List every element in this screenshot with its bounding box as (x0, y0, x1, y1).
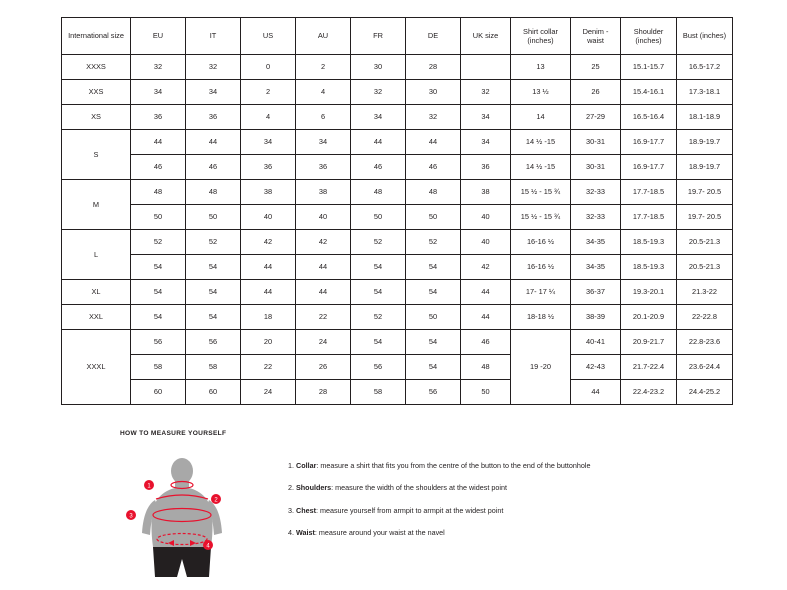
table-header-row (62, 18, 733, 55)
cell-7: 14 ½ -15 (511, 155, 571, 180)
col-header-de: DE (406, 18, 461, 55)
table-row (62, 230, 733, 255)
col-header-uk-size: UK size (461, 18, 511, 55)
cell-5: 50 (406, 205, 461, 230)
cell-4: 34 (351, 105, 406, 130)
cell-2: 44 (241, 255, 296, 280)
cell-1: 52 (186, 230, 241, 255)
size-chart-table (61, 17, 733, 405)
cell-10: 22-22.8 (677, 305, 733, 330)
cell-1: 32 (186, 55, 241, 80)
cell-5: 54 (406, 355, 461, 380)
cell-1: 36 (186, 105, 241, 130)
cell-5: 54 (406, 255, 461, 280)
cell-9: 19.3-20.1 (621, 280, 677, 305)
cell-10: 19.7- 20.5 (677, 180, 733, 205)
cell-2: 2 (241, 80, 296, 105)
cell-international-size: XS (62, 105, 131, 130)
cell-5: 44 (406, 130, 461, 155)
col-header-us: US (241, 18, 296, 55)
cell-4: 56 (351, 355, 406, 380)
cell-3: 6 (296, 105, 351, 130)
cell-7: 17- 17 ¼ (511, 280, 571, 305)
cell-0: 32 (131, 55, 186, 80)
cell-1: 54 (186, 305, 241, 330)
measurement-step (288, 461, 758, 470)
cell-international-size: XXXL (62, 330, 131, 405)
cell-10: 18.9-19.7 (677, 155, 733, 180)
col-header-denim-waist: Denim - waist (571, 18, 621, 55)
cell-6: 44 (461, 280, 511, 305)
cell-5: 32 (406, 105, 461, 130)
table-row (62, 280, 733, 305)
cell-6: 44 (461, 305, 511, 330)
step-number: 4. (288, 528, 294, 538)
cell-0: 52 (131, 230, 186, 255)
cell-5: 54 (406, 330, 461, 355)
cell-4: 44 (351, 130, 406, 155)
cell-3: 26 (296, 355, 351, 380)
cell-8: 32-33 (571, 180, 621, 205)
measurement-step (288, 506, 758, 515)
cell-6: 38 (461, 180, 511, 205)
measurement-step (288, 483, 758, 492)
col-header-fr: FR (351, 18, 406, 55)
how-to-measure-title: HOW TO MEASURE YOURSELF (120, 430, 227, 437)
cell-9: 16.9-17.7 (621, 155, 677, 180)
cell-9: 20.9-21.7 (621, 330, 677, 355)
cell-2: 20 (241, 330, 296, 355)
cell-1: 54 (186, 280, 241, 305)
svg-text:4: 4 (206, 543, 210, 550)
col-header-shoulder: Shoulder (inches) (621, 18, 677, 55)
cell-2: 4 (241, 105, 296, 130)
cell-9: 17.7-18.5 (621, 205, 677, 230)
cell-5: 56 (406, 380, 461, 405)
cell-3: 44 (296, 255, 351, 280)
cell-10: 18.9-19.7 (677, 130, 733, 155)
col-header-au: AU (296, 18, 351, 55)
cell-10: 17.3-18.1 (677, 80, 733, 105)
cell-8: 44 (571, 380, 621, 405)
table-row (62, 255, 733, 280)
cell-7: 14 ½ -15 (511, 130, 571, 155)
cell-1: 48 (186, 180, 241, 205)
cell-6: 32 (461, 80, 511, 105)
cell-4: 54 (351, 330, 406, 355)
step-text: : measure a shirt that fits you from the centre of the button to the end of the buttonhole (316, 461, 591, 470)
cell-10: 18.1-18.9 (677, 105, 733, 130)
cell-10: 20.5-21.3 (677, 230, 733, 255)
cell-10: 21.3-22 (677, 280, 733, 305)
cell-8: 26 (571, 80, 621, 105)
how-to-measure-section (120, 430, 760, 550)
cell-international-size: L (62, 230, 131, 280)
cell-2: 38 (241, 180, 296, 205)
cell-6: 36 (461, 155, 511, 180)
cell-9: 17.7-18.5 (621, 180, 677, 205)
cell-international-size: S (62, 130, 131, 180)
cell-1: 44 (186, 130, 241, 155)
cell-1: 58 (186, 355, 241, 380)
cell-6: 34 (461, 130, 511, 155)
cell-shirt-collar: 19 -20 (511, 330, 571, 405)
cell-10: 19.7- 20.5 (677, 205, 733, 230)
cell-6: 48 (461, 355, 511, 380)
table-row (62, 55, 733, 80)
cell-1: 34 (186, 80, 241, 105)
cell-6: 50 (461, 380, 511, 405)
cell-5: 52 (406, 230, 461, 255)
step-text: : measure the width of the shoulders at the widest point (331, 483, 507, 493)
cell-international-size: XXS (62, 80, 131, 105)
cell-4: 48 (351, 180, 406, 205)
cell-4: 32 (351, 80, 406, 105)
cell-2: 18 (241, 305, 296, 330)
cell-10: 24.4-25.2 (677, 380, 733, 405)
table-row (62, 305, 733, 330)
cell-1: 54 (186, 255, 241, 280)
table-row (62, 105, 733, 130)
table-row (62, 80, 733, 105)
cell-7: 15 ½ - 15 ¾ (511, 180, 571, 205)
cell-2: 0 (241, 55, 296, 80)
cell-1: 56 (186, 330, 241, 355)
cell-9: 18.5-19.3 (621, 255, 677, 280)
cell-0: 50 (131, 205, 186, 230)
svg-text:3: 3 (129, 513, 133, 520)
cell-8: 25 (571, 55, 621, 80)
cell-4: 52 (351, 305, 406, 330)
table-row (62, 380, 733, 405)
svg-text:2: 2 (214, 497, 218, 504)
cell-6: 40 (461, 230, 511, 255)
table-row (62, 205, 733, 230)
cell-7: 14 (511, 105, 571, 130)
cell-2: 42 (241, 230, 296, 255)
cell-5: 50 (406, 305, 461, 330)
cell-2: 44 (241, 280, 296, 305)
cell-8: 40-41 (571, 330, 621, 355)
cell-7: 15 ½ - 15 ¾ (511, 205, 571, 230)
col-header-eu: EU (131, 18, 186, 55)
cell-2: 22 (241, 355, 296, 380)
cell-8: 32-33 (571, 205, 621, 230)
cell-0: 56 (131, 330, 186, 355)
cell-9: 22.4-23.2 (621, 380, 677, 405)
cell-0: 34 (131, 80, 186, 105)
cell-9: 18.5-19.3 (621, 230, 677, 255)
cell-3: 28 (296, 380, 351, 405)
step-number: 1. (288, 461, 294, 470)
cell-8: 30-31 (571, 130, 621, 155)
cell-2: 36 (241, 155, 296, 180)
cell-10: 22.8-23.6 (677, 330, 733, 355)
cell-5: 46 (406, 155, 461, 180)
cell-0: 54 (131, 255, 186, 280)
step-label: Waist (296, 528, 315, 538)
table-row (62, 355, 733, 380)
cell-0: 54 (131, 280, 186, 305)
cell-5: 48 (406, 180, 461, 205)
measurement-step (288, 528, 758, 537)
table-body (62, 55, 733, 405)
step-label: Collar (296, 461, 317, 470)
cell-3: 36 (296, 155, 351, 180)
cell-3: 4 (296, 80, 351, 105)
step-number: 3. (288, 505, 294, 515)
svg-text:1: 1 (147, 483, 151, 490)
cell-international-size: XXXS (62, 55, 131, 80)
table-row (62, 330, 733, 355)
cell-9: 15.1-15.7 (621, 55, 677, 80)
table-row (62, 130, 733, 155)
step-text: : measure around your waist at the navel (314, 528, 445, 538)
cell-10: 16.5-17.2 (677, 55, 733, 80)
cell-0: 58 (131, 355, 186, 380)
cell-6: 42 (461, 255, 511, 280)
step-number: 2. (288, 483, 294, 493)
cell-international-size: M (62, 180, 131, 230)
cell-3: 38 (296, 180, 351, 205)
cell-9: 21.7-22.4 (621, 355, 677, 380)
cell-2: 24 (241, 380, 296, 405)
cell-6: 46 (461, 330, 511, 355)
cell-4: 52 (351, 230, 406, 255)
col-header-shirt-collar: Shirt collar (inches) (511, 18, 571, 55)
cell-international-size: XL (62, 280, 131, 305)
cell-8: 36-37 (571, 280, 621, 305)
cell-7: 13 ½ (511, 80, 571, 105)
cell-9: 16.9-17.7 (621, 130, 677, 155)
cell-7: 13 (511, 55, 571, 80)
cell-7: 16-16 ½ (511, 230, 571, 255)
cell-9: 16.5-16.4 (621, 105, 677, 130)
cell-8: 30-31 (571, 155, 621, 180)
cell-8: 38-39 (571, 305, 621, 330)
cell-4: 46 (351, 155, 406, 180)
cell-2: 40 (241, 205, 296, 230)
cell-3: 2 (296, 55, 351, 80)
step-label: Shoulders (296, 483, 332, 493)
cell-6: 40 (461, 205, 511, 230)
cell-5: 54 (406, 280, 461, 305)
cell-4: 54 (351, 280, 406, 305)
cell-0: 60 (131, 380, 186, 405)
cell-7: 18-18 ½ (511, 305, 571, 330)
cell-3: 24 (296, 330, 351, 355)
step-label: Chest (296, 505, 316, 515)
cell-3: 34 (296, 130, 351, 155)
table-row (62, 155, 733, 180)
measurement-steps-list (288, 461, 758, 550)
cell-9: 20.1-20.9 (621, 305, 677, 330)
cell-6: 34 (461, 105, 511, 130)
cell-0: 44 (131, 130, 186, 155)
cell-0: 46 (131, 155, 186, 180)
cell-1: 50 (186, 205, 241, 230)
cell-8: 34-35 (571, 230, 621, 255)
col-header-international-size: International size (62, 18, 131, 55)
cell-3: 44 (296, 280, 351, 305)
cell-10: 23.6-24.4 (677, 355, 733, 380)
cell-4: 54 (351, 255, 406, 280)
cell-international-size: XXL (62, 305, 131, 330)
cell-1: 60 (186, 380, 241, 405)
cell-8: 34-35 (571, 255, 621, 280)
cell-7: 16-16 ½ (511, 255, 571, 280)
cell-5: 30 (406, 80, 461, 105)
cell-4: 58 (351, 380, 406, 405)
cell-3: 22 (296, 305, 351, 330)
cell-8: 42-43 (571, 355, 621, 380)
cell-4: 30 (351, 55, 406, 80)
cell-4: 50 (351, 205, 406, 230)
cell-10: 20.5-21.3 (677, 255, 733, 280)
cell-0: 36 (131, 105, 186, 130)
cell-8: 27-29 (571, 105, 621, 130)
col-header-bust: Bust (inches) (677, 18, 733, 55)
step-text: : measure yourself from armpit to armpit at the widest point (315, 505, 504, 515)
cell-5: 28 (406, 55, 461, 80)
cell-9: 15.4-16.1 (621, 80, 677, 105)
cell-0: 54 (131, 305, 186, 330)
cell-3: 40 (296, 205, 351, 230)
table-header (62, 18, 733, 55)
cell-0: 48 (131, 180, 186, 205)
cell-2: 34 (241, 130, 296, 155)
col-header-it: IT (186, 18, 241, 55)
cell-6 (461, 55, 511, 80)
table-row (62, 180, 733, 205)
cell-3: 42 (296, 230, 351, 255)
cell-1: 46 (186, 155, 241, 180)
